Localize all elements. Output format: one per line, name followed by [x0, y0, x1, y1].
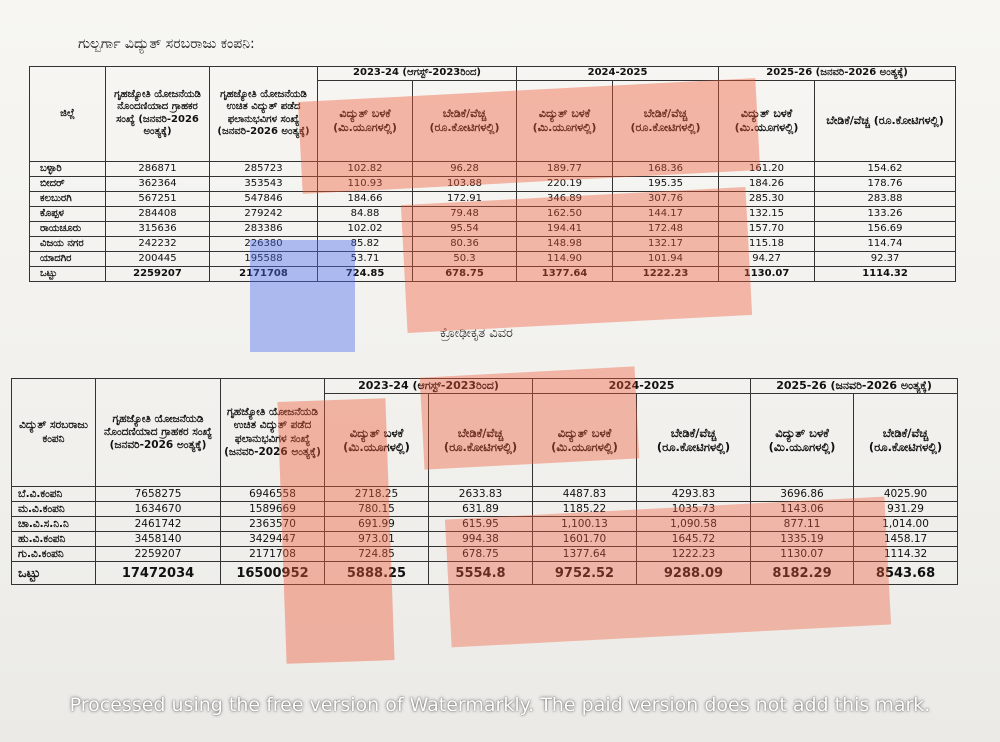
table-cell: 284408	[106, 206, 210, 221]
table-cell: 1634670	[96, 502, 221, 517]
table-cell: 94.27	[719, 251, 815, 266]
company-row	[12, 502, 958, 517]
table-cell: 678.75	[429, 547, 533, 562]
company-row	[12, 547, 958, 562]
sub-consumption: ವಿದ್ಯುತ್ ಬಳಕೆ (ಮಿ.ಯೂಗಳಲ್ಲಿ)	[751, 394, 854, 487]
table-cell: 148.98	[517, 236, 613, 251]
table-cell: 283.88	[815, 191, 956, 206]
table-cell: 79.48	[413, 206, 517, 221]
group-2023-24: 2023-24 (ಆಗಸ್ಟ್-2023ರಿಂದ)	[325, 379, 533, 394]
table-cell: 195588	[210, 251, 318, 266]
table-cell: 3429447	[221, 532, 325, 547]
total-cell: 8543.68	[854, 562, 958, 585]
table-cell: 156.69	[815, 221, 956, 236]
row-label: ಯಾದಗಿರ	[30, 251, 106, 266]
total-label: ಒಟ್ಟು	[12, 562, 96, 585]
sub-demand: ಬೇಡಿಕೆ/ವೆಚ್ಚ (ರೂ.ಕೋಟಿಗಳಲ್ಲಿ)	[637, 394, 751, 487]
total-cell: 1114.32	[815, 266, 956, 281]
table-cell: 1143.06	[751, 502, 854, 517]
table-cell: 286871	[106, 161, 210, 176]
table-cell: 2363570	[221, 517, 325, 532]
table-cell: 1335.19	[751, 532, 854, 547]
table-cell: 85.82	[318, 236, 413, 251]
table-cell: 285.30	[719, 191, 815, 206]
row-label: ಬಳ್ಳಾರಿ	[30, 161, 106, 176]
table-cell: 1458.17	[854, 532, 958, 547]
table-cell: 95.54	[413, 221, 517, 236]
district-row	[30, 236, 956, 251]
total-label: ಒಟ್ಟು	[30, 266, 106, 281]
table-cell: 994.38	[429, 532, 533, 547]
table-cell: 103.88	[413, 176, 517, 191]
district-row	[30, 206, 956, 221]
group-2025-26: 2025-26 (ಜನವರಿ-2026 ಅಂತ್ಯಕ್ಕೆ)	[751, 379, 958, 394]
table-cell: 1,014.00	[854, 517, 958, 532]
table-cell: 4293.83	[637, 487, 751, 502]
total-cell: 17472034	[96, 562, 221, 585]
table-cell: 877.11	[751, 517, 854, 532]
table-cell: 84.88	[318, 206, 413, 221]
company-row	[12, 487, 958, 502]
company-row	[12, 532, 958, 547]
sub-demand: ಬೇಡಿಕೆ/ವೆಚ್ಚ (ರೂ.ಕೋಟಿಗಳಲ್ಲಿ)	[854, 394, 958, 487]
table-cell: 132.17	[613, 236, 719, 251]
total-cell: 1130.07	[719, 266, 815, 281]
table-cell: 195.35	[613, 176, 719, 191]
row-label: ಕಲಬುರಗಿ	[30, 191, 106, 206]
table-cell: 114.90	[517, 251, 613, 266]
total-row	[12, 562, 958, 585]
table-cell: 178.76	[815, 176, 956, 191]
col-beneficiaries: ಗೃಹಜ್ಯೋತಿ ಯೋಜನೆಯಡಿ ಉಚಿತ ವಿದ್ಯುತ್ ಪಡೆದ ಫಲಾನುಭವಿಗಳ ಸಂಖ್ಯೆ (ಜನವರಿ-2026 ಅಂತ್ಯಕ್ಕೆ)	[210, 67, 318, 162]
table-cell: 2461742	[96, 517, 221, 532]
table-cell: 1222.23	[637, 547, 751, 562]
table-cell: 194.41	[517, 221, 613, 236]
table-cell: 2633.83	[429, 487, 533, 502]
table-cell: 2259207	[96, 547, 221, 562]
table-cell: 346.89	[517, 191, 613, 206]
row-label: ಬೆ.ವಿ.ಕಂಪನಿ	[12, 487, 96, 502]
district-row	[30, 161, 956, 176]
table-cell: 547846	[210, 191, 318, 206]
table-cell: 615.95	[429, 517, 533, 532]
table-cell: 53.71	[318, 251, 413, 266]
company-row	[12, 517, 958, 532]
table-cell: 3696.86	[751, 487, 854, 502]
total-cell: 678.75	[413, 266, 517, 281]
sub-demand: ಬೇಡಿಕೆ/ವೆಚ್ಚ (ರೂ.ಕೋಟಿಗಳಲ್ಲಿ)	[429, 394, 533, 487]
table-cell: 7658275	[96, 487, 221, 502]
col-district: ಜಿಲ್ಲೆ	[30, 67, 106, 162]
table-cell: 168.36	[613, 161, 719, 176]
district-row	[30, 176, 956, 191]
table-cell: 80.36	[413, 236, 517, 251]
table-cell: 780.15	[325, 502, 429, 517]
col-beneficiaries: ಗೃಹಜ್ಯೋತಿ ಯೋಜನೆಯಡಿ ಉಚಿತ ವಿದ್ಯುತ್ ಪಡೆದ ಫಲಾನುಭವಿಗಳ ಸಂಖ್ಯೆ (ಜನವರಿ-2026 ಅಂತ್ಯಕ್ಕೆ)	[221, 379, 325, 487]
total-cell: 16500952	[221, 562, 325, 585]
row-label: ಹು.ವಿ.ಕಂಪನಿ	[12, 532, 96, 547]
table-cell: 1589669	[221, 502, 325, 517]
table-cell: 2171708	[221, 547, 325, 562]
table-cell: 6946558	[221, 487, 325, 502]
table-cell: 161.20	[719, 161, 815, 176]
district-row	[30, 221, 956, 236]
row-label: ಕೊಪ್ಪಳ	[30, 206, 106, 221]
col-company: ವಿದ್ಯುತ್ ಸರಬರಾಜು ಕಂಪನಿ	[12, 379, 96, 487]
table-cell: 102.02	[318, 221, 413, 236]
sub-consumption: ವಿದ್ಯುತ್ ಬಳಕೆ (ಮಿ.ಯೂಗಳಲ್ಲಿ)	[325, 394, 429, 487]
table-cell: 1,100.13	[533, 517, 637, 532]
table-cell: 50.3	[413, 251, 517, 266]
table-cell: 132.15	[719, 206, 815, 221]
sub-demand: ಬೇಡಿಕೆ/ವೆಚ್ಚ (ರೂ.ಕೋಟಿಗಳಲ್ಲಿ)	[815, 80, 956, 161]
table-cell: 567251	[106, 191, 210, 206]
total-cell: 2259207	[106, 266, 210, 281]
table-cell: 101.94	[613, 251, 719, 266]
total-cell: 2171708	[210, 266, 318, 281]
consolidated-heading: ಕ್ರೋಢೀಕೃತ ವಿವರ	[440, 326, 513, 341]
table-cell: 172.91	[413, 191, 517, 206]
table-cell: 172.48	[613, 221, 719, 236]
table-cell: 1645.72	[637, 532, 751, 547]
district-row	[30, 191, 956, 206]
table-cell: 157.70	[719, 221, 815, 236]
table-cell: 1035.73	[637, 502, 751, 517]
table-cell: 184.66	[318, 191, 413, 206]
table-cell: 931.29	[854, 502, 958, 517]
table-cell: 242232	[106, 236, 210, 251]
sub-consumption: ವಿದ್ಯುತ್ ಬಳಕೆ (ಮಿ.ಯೂಗಳಲ್ಲಿ)	[533, 394, 637, 487]
table-cell: 1601.70	[533, 532, 637, 547]
total-cell: 724.85	[318, 266, 413, 281]
total-row	[30, 266, 956, 281]
table-cell: 2718.25	[325, 487, 429, 502]
row-label: ಗು.ವಿ.ಕಂಪನಿ	[12, 547, 96, 562]
total-cell: 9288.09	[637, 562, 751, 585]
table-cell: 110.93	[318, 176, 413, 191]
table-cell: 279242	[210, 206, 318, 221]
table-cell: 4487.83	[533, 487, 637, 502]
table-cell: 631.89	[429, 502, 533, 517]
table-cell: 724.85	[325, 547, 429, 562]
table-cell: 4025.90	[854, 487, 958, 502]
group-2025-26: 2025-26 (ಜನವರಿ-2026 ಅಂತ್ಯಕ್ಕೆ)	[719, 67, 956, 81]
col-registered: ಗೃಹಜ್ಯೋತಿ ಯೋಜನೆಯಡಿ ನೊಂದಣಿಯಾದ ಗ್ರಾಹಕರ ಸಂಖ್ಯೆ (ಜನವರಿ-2026 ಅಂತ್ಯಕ್ಕೆ)	[96, 379, 221, 487]
table-cell: 353543	[210, 176, 318, 191]
group-2023-24: 2023-24 (ಆಗಸ್ಟ್-2023ರಿಂದ)	[318, 67, 517, 81]
district-row	[30, 251, 956, 266]
company-table	[11, 378, 958, 585]
table-cell: 285723	[210, 161, 318, 176]
table-cell: 184.26	[719, 176, 815, 191]
sub-consumption: ವಿದ್ಯುತ್ ಬಳಕೆ (ಮಿ.ಯೂಗಳಲ್ಲಿ)	[517, 80, 613, 161]
table-cell: 102.82	[318, 161, 413, 176]
table-cell: 307.76	[613, 191, 719, 206]
table-cell: 96.28	[413, 161, 517, 176]
company-table-body	[12, 487, 958, 585]
table-cell: 200445	[106, 251, 210, 266]
row-label: ರಾಯಚೂರು	[30, 221, 106, 236]
table-cell: 362364	[106, 176, 210, 191]
sub-consumption: ವಿದ್ಯುತ್ ಬಳಕೆ (ಮಿ.ಯೂಗಳಲ್ಲಿ)	[719, 80, 815, 161]
table-cell: 144.17	[613, 206, 719, 221]
total-cell: 1377.64	[517, 266, 613, 281]
table-cell: 1185.22	[533, 502, 637, 517]
table-cell: 162.50	[517, 206, 613, 221]
company-heading: ಗುಲ್ಬರ್ಗಾ ವಿದ್ಯುತ್ ಸರಬರಾಜು ಕಂಪನಿ:	[78, 36, 255, 52]
total-cell: 1222.23	[613, 266, 719, 281]
table-cell: 114.74	[815, 236, 956, 251]
table-cell: 1130.07	[751, 547, 854, 562]
table-cell: 133.26	[815, 206, 956, 221]
table-cell: 3458140	[96, 532, 221, 547]
total-cell: 5888.25	[325, 562, 429, 585]
row-label: ಮ.ವಿ.ಕಂಪನಿ	[12, 502, 96, 517]
table-cell: 220.19	[517, 176, 613, 191]
table-cell: 1114.32	[854, 547, 958, 562]
district-table-body	[30, 161, 956, 281]
row-label: ಚಾ.ವಿ.ಸ.ನಿ.ನಿ	[12, 517, 96, 532]
table-cell: 315636	[106, 221, 210, 236]
row-label: ವಿಜಯ ನಗರ	[30, 236, 106, 251]
table-cell: 973.01	[325, 532, 429, 547]
table-cell: 92.37	[815, 251, 956, 266]
table-cell: 283386	[210, 221, 318, 236]
table-cell: 1,090.58	[637, 517, 751, 532]
table-cell: 115.18	[719, 236, 815, 251]
watermark-text: Processed using the free version of Watermarkly. The paid version does not add this mark.	[69, 694, 931, 716]
table-cell: 226380	[210, 236, 318, 251]
group-2024-25: 2024-2025	[533, 379, 751, 394]
col-registered: ಗೃಹಜ್ಯೋತಿ ಯೋಜನೆಯಡಿ ನೊಂದಣಿಯಾದ ಗ್ರಾಹಕರ ಸಂಖ್ಯೆ (ಜನವರಿ-2026 ಅಂತ್ಯಕ್ಕೆ)	[106, 67, 210, 162]
total-cell: 8182.29	[751, 562, 854, 585]
table-cell: 189.77	[517, 161, 613, 176]
table-cell: 154.62	[815, 161, 956, 176]
sub-demand: ಬೇಡಿಕೆ/ವೆಚ್ಚ (ರೂ.ಕೋಟಿಗಳಲ್ಲಿ)	[613, 80, 719, 161]
district-table	[29, 66, 956, 282]
group-2024-25: 2024-2025	[517, 67, 719, 81]
total-cell: 5554.8	[429, 562, 533, 585]
total-cell: 9752.52	[533, 562, 637, 585]
table-cell: 1377.64	[533, 547, 637, 562]
row-label: ಬೀದರ್	[30, 176, 106, 191]
sub-demand: ಬೇಡಿಕೆ/ವೆಚ್ಚ (ರೂ.ಕೋಟಿಗಳಲ್ಲಿ)	[413, 80, 517, 161]
table-cell: 691.99	[325, 517, 429, 532]
sub-consumption: ವಿದ್ಯುತ್ ಬಳಕೆ (ಮಿ.ಯೂಗಳಲ್ಲಿ)	[318, 80, 413, 161]
